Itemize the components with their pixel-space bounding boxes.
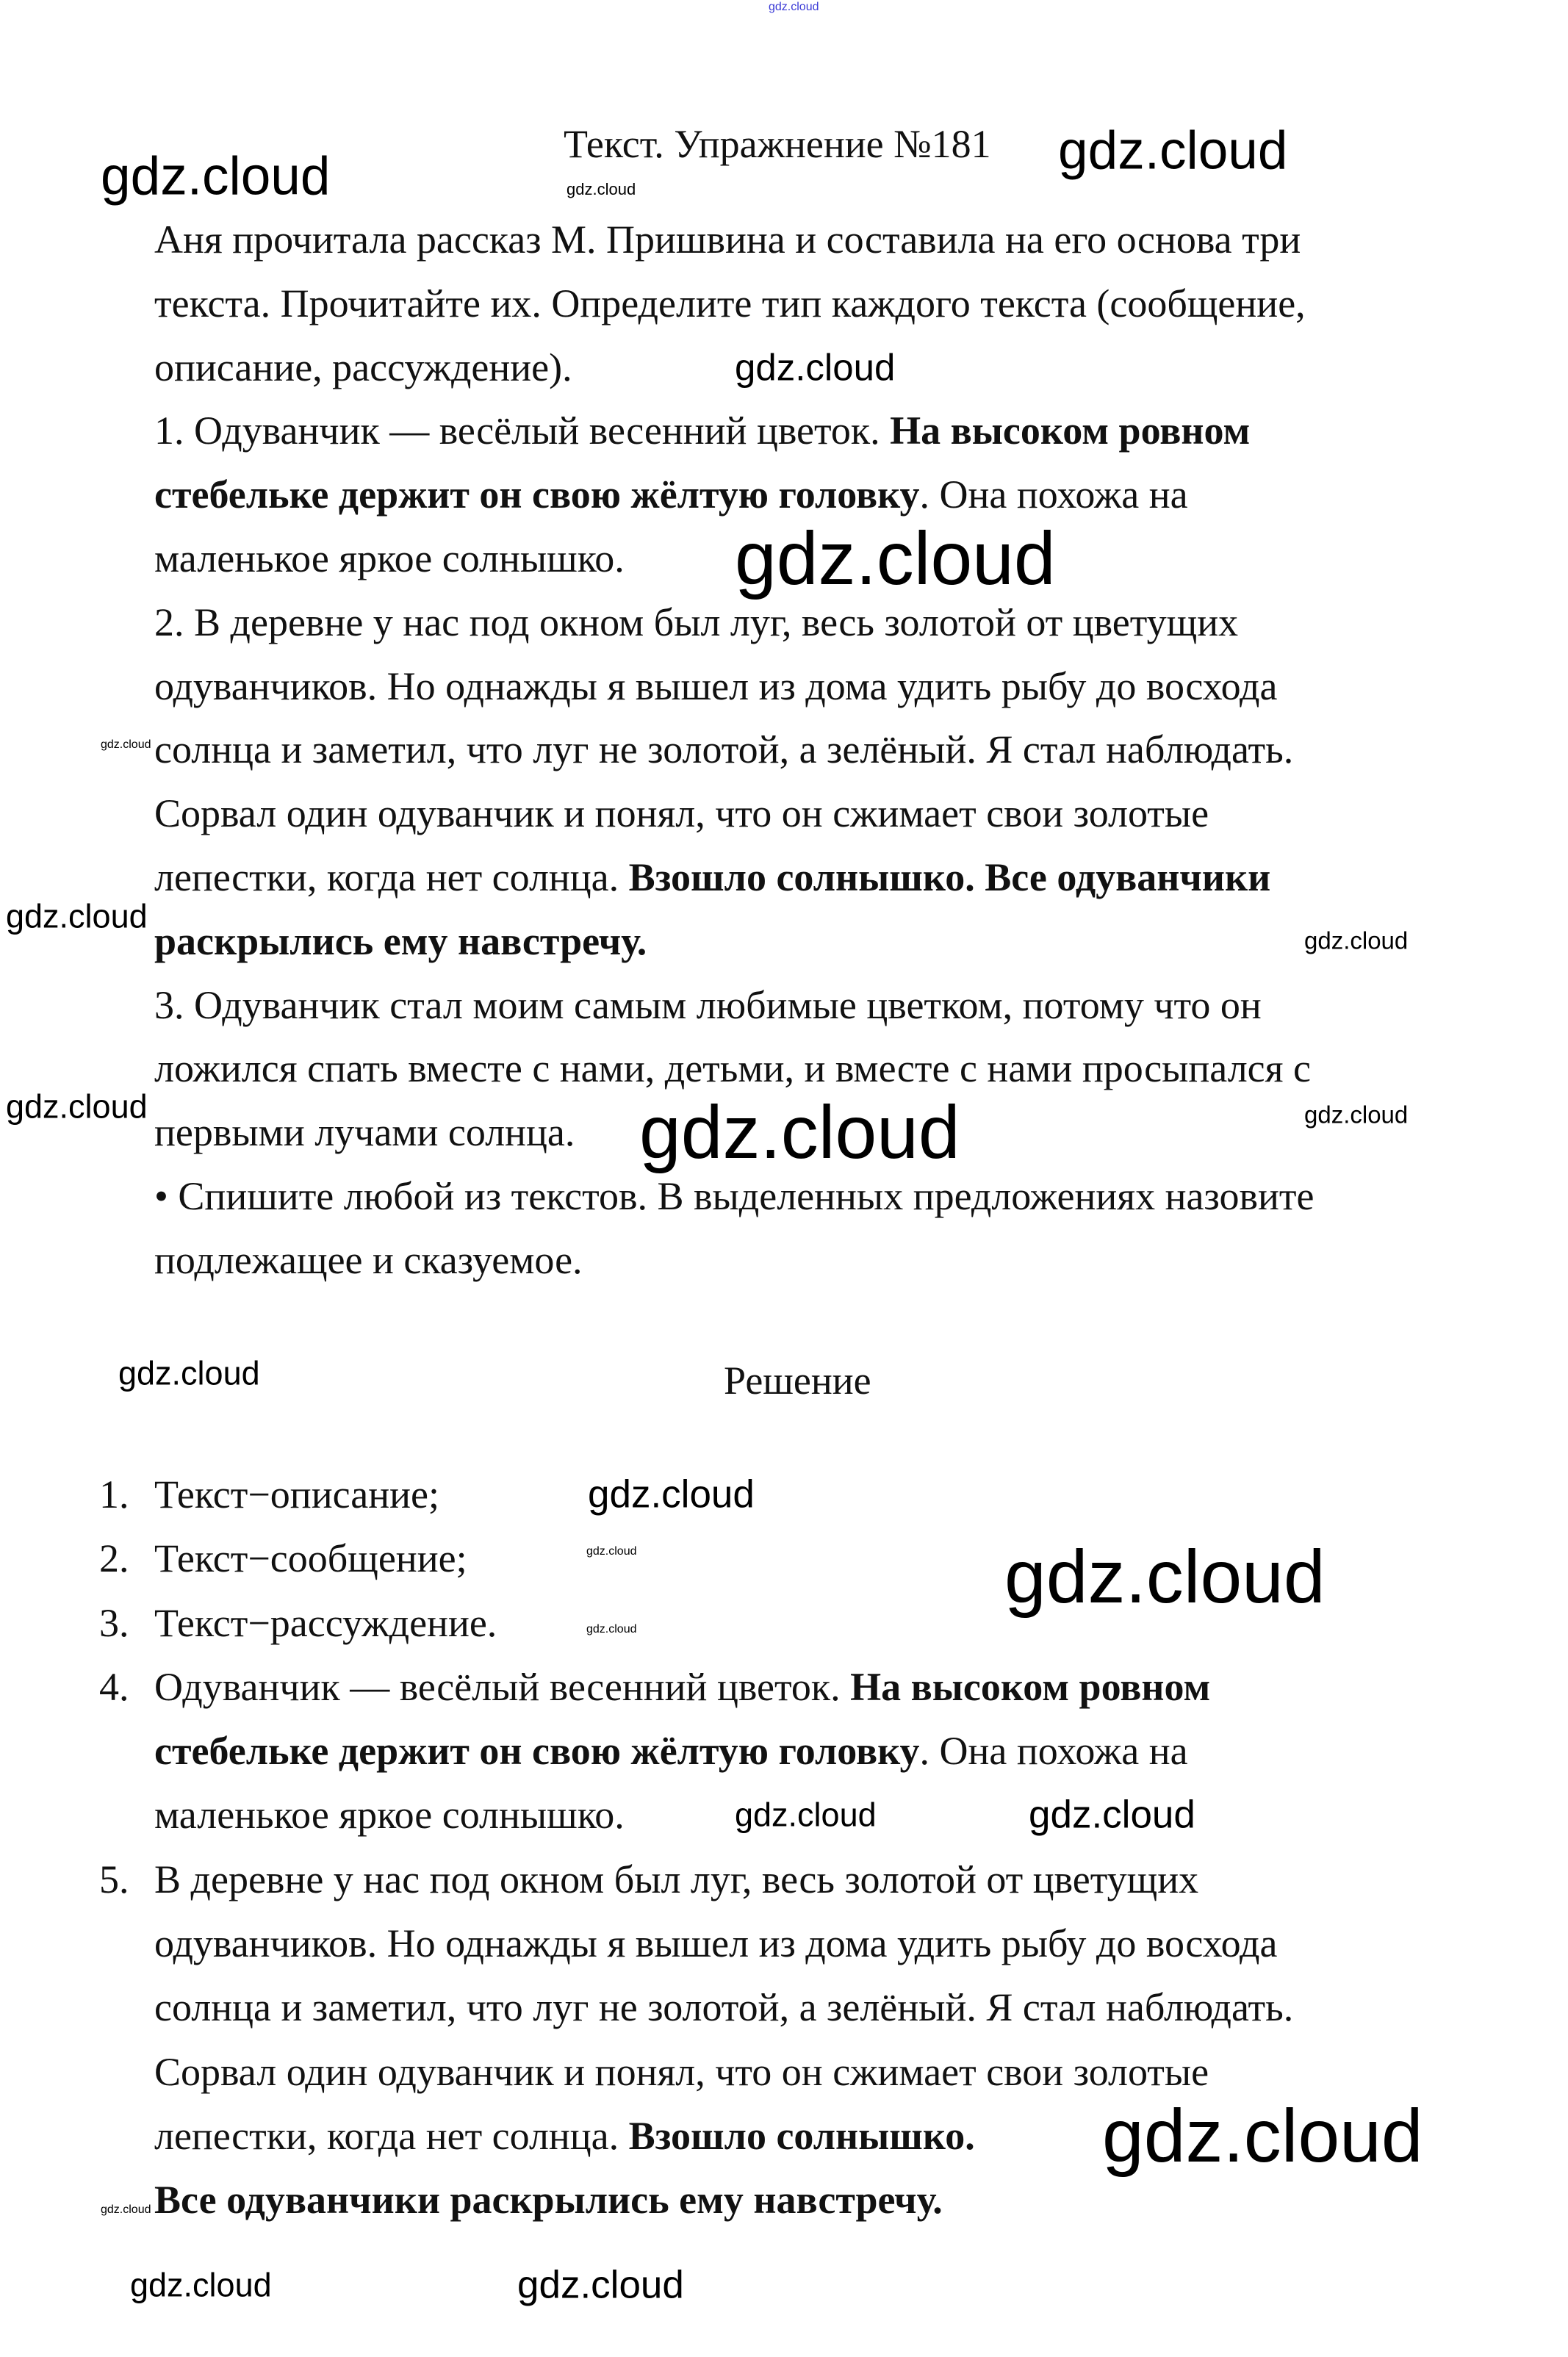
watermark: gdz.cloud: [130, 2266, 272, 2304]
watermark: gdz.cloud: [1304, 926, 1409, 954]
list-number: 4.: [99, 1664, 129, 1709]
watermark: gdz.cloud: [101, 146, 331, 206]
watermark: gdz.cloud: [586, 1623, 637, 1635]
watermark: gdz.cloud: [1058, 120, 1288, 181]
bold-text: Взошло солнышко. Все одуванчики: [628, 854, 1271, 899]
bold-text: стебельке держит он свою жёлтую головку: [154, 472, 920, 517]
text: лепестки, когда нет солнца.: [154, 854, 629, 899]
text: 3. Одуванчик стал моим самым любимые цветком, потому что он: [154, 982, 1262, 1027]
text: Сорвал один одуванчик и понял, что он сжимает свои золотые: [154, 2049, 1209, 2094]
text: Аня прочитала рассказ М. Пришвина и составила на его основа три: [154, 217, 1301, 262]
text: Текст−рассуждение.: [154, 1600, 497, 1645]
watermark: gdz.cloud: [1029, 1793, 1195, 1837]
watermark: gdz.cloud: [639, 1090, 960, 1174]
watermark: gdz.cloud: [517, 2263, 684, 2307]
watermark: gdz.cloud: [735, 1796, 877, 1834]
list-number: 3.: [99, 1600, 129, 1645]
text: ложился спать вместе с нами, детьми, и вместе с нами просыпался с: [154, 1046, 1311, 1091]
watermark: gdz.cloud: [118, 1354, 260, 1392]
bold-text: раскрылись ему навстречу.: [154, 918, 647, 963]
text-line: [154, 272, 1314, 336]
watermark: gdz.cloud: [101, 2203, 151, 2216]
text: Одуванчик — весёлый весенний цветок.: [154, 1664, 851, 1709]
text-line: [154, 655, 1314, 719]
list-item-continuation: [99, 1976, 1293, 2040]
list-item-continuation: [99, 1912, 1293, 1976]
watermark: gdz.cloud: [1004, 1535, 1326, 1619]
text: текста. Прочитайте их. Определите тип каждого текста (сообщение,: [154, 281, 1306, 325]
text: 2. В деревне у нас под окном был луг, весь золотой от цветущих: [154, 600, 1239, 644]
text-line: [154, 974, 1314, 1037]
watermark: gdz.cloud: [1102, 2094, 1423, 2178]
bold-text: На высоком ровном: [890, 409, 1251, 453]
watermark: gdz.cloud: [586, 1545, 637, 1558]
list-item: [99, 1655, 1293, 1719]
solution-heading: Решение: [724, 1359, 871, 1403]
text-line: [154, 718, 1314, 782]
text: солнца и заметил, что луг не золотой, а зелёный. Я стал наблюдать.: [154, 727, 1294, 772]
text: описание, рассуждение).: [154, 345, 572, 389]
text: Сорвал один одуванчик и понял, что он сжимает свои золотые: [154, 791, 1209, 836]
text: Текст−описание;: [154, 1472, 439, 1516]
text: маленькое яркое солнышко.: [154, 1793, 625, 1838]
text-line: [154, 910, 1314, 974]
page-title: Текст. Упражнение №181: [564, 122, 991, 166]
text: . Она похожа на: [919, 472, 1188, 517]
watermark: gdz.cloud: [588, 1472, 755, 1516]
watermark: gdz.cloud: [735, 517, 1056, 600]
watermark: gdz.cloud: [735, 346, 896, 389]
bold-text: стебельке держит он свою жёлтую головку: [154, 1729, 920, 1774]
text-line: [154, 1228, 1314, 1292]
watermark: gdz.cloud: [6, 897, 148, 935]
list-number: 5.: [99, 1857, 129, 1901]
list-number: 2.: [99, 1536, 129, 1581]
bold-text: На высоком ровном: [850, 1664, 1211, 1709]
text: 1. Одуванчик — весёлый весенний цветок.: [154, 409, 891, 453]
bold-text: Взошло солнышко.: [628, 2113, 975, 2158]
list-item-continuation: [99, 1719, 1293, 1783]
watermark: gdz.cloud: [1304, 1101, 1409, 1129]
text: подлежащее и сказуемое.: [154, 1237, 583, 1282]
text-line: [154, 782, 1314, 846]
watermark: gdz.cloud: [567, 180, 636, 198]
list-item-continuation: [99, 2168, 1293, 2232]
text: маленькое яркое солнышко.: [154, 536, 625, 580]
bold-text: Все одуванчики раскрылись ему навстречу.: [154, 2178, 943, 2223]
list-item: [99, 1848, 1293, 1912]
text: одуванчиков. Но однажды я вышел из дома удить рыбу до восхода: [154, 1921, 1278, 1966]
text-line: [154, 399, 1314, 463]
text: первыми лучами солнца.: [154, 1110, 575, 1155]
watermark: gdz.cloud: [769, 1, 819, 13]
text: одуванчиков. Но однажды я вышел из дома удить рыбу до восхода: [154, 663, 1278, 708]
list-number: 1.: [99, 1472, 129, 1516]
watermark: gdz.cloud: [101, 738, 151, 751]
watermark: gdz.cloud: [6, 1087, 148, 1126]
text: . Она похожа на: [919, 1729, 1188, 1774]
text: В деревне у нас под окном был луг, весь золотой от цветущих: [154, 1857, 1199, 1901]
text: лепестки, когда нет солнца.: [154, 2113, 629, 2158]
text-line: [154, 846, 1314, 910]
text: Текст−сообщение;: [154, 1536, 467, 1581]
text: • Спишите любой из текстов. В выделенных предложениях назовите: [154, 1173, 1315, 1218]
text: солнца и заметил, что луг не золотой, а зелёный. Я стал наблюдать.: [154, 1985, 1294, 2030]
text-line: [154, 208, 1314, 272]
